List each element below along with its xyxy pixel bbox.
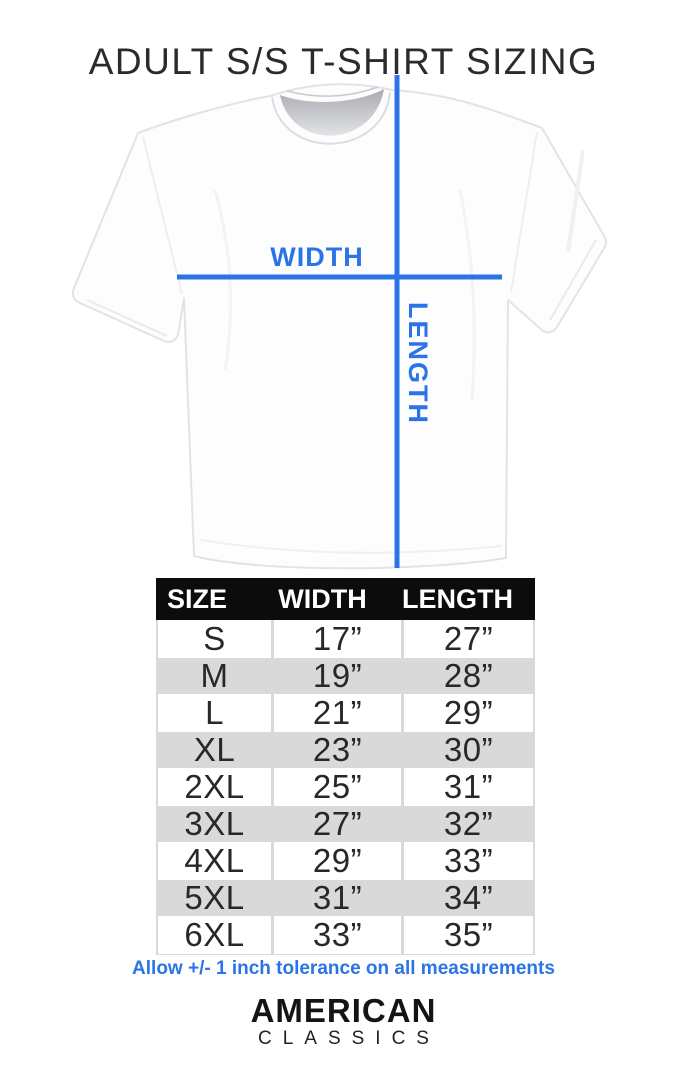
header-width: WIDTH [278,583,367,614]
header-length: LENGTH [402,583,513,614]
table-body [156,620,535,955]
length-cell: 29” [404,694,533,732]
table-row [158,694,533,731]
size-cell: S [158,620,271,658]
table-row [158,620,533,657]
size-cell: 3XL [184,805,245,842]
table-row [158,657,533,694]
table-row [158,842,533,879]
width-cell: 17” [274,620,401,658]
tshirt-illustration [40,70,640,580]
table-header [156,578,535,620]
page-title: ADULT S/S T-SHIRT SIZING [88,40,599,82]
width-cell: 31” [312,879,363,916]
size-cell: 4XL [158,842,271,880]
brand-name: AMERICAN [250,992,437,1029]
width-cell: 19” [312,657,363,694]
size-cell: M [200,657,229,694]
tolerance-note: Allow +/- 1 inch tolerance on all measurements [132,958,555,979]
size-cell: 2XL [158,768,271,806]
length-cell: 28” [443,657,494,694]
width-cell: 29” [274,842,401,880]
size-cell: XL [193,731,236,768]
length-cell: 34” [443,879,494,916]
size-cell: L [158,694,271,732]
width-cell: 33” [274,916,401,954]
table-row [158,731,533,768]
size-table [156,578,535,955]
width-cell: 27” [312,805,363,842]
length-cell: 33” [404,842,533,880]
width-cell: 21” [274,694,401,732]
table-row [158,916,533,953]
length-label: LENGTH [403,302,433,425]
length-cell: 31” [404,768,533,806]
table-row [158,805,533,842]
table-row [158,768,533,805]
table-row [158,879,533,916]
width-label: WIDTH [270,242,364,272]
length-cell: 35” [404,916,533,954]
width-cell: 25” [274,768,401,806]
length-cell: 27” [404,620,533,658]
length-cell: 32” [443,805,494,842]
tshirt-shape [73,84,606,568]
size-cell: 6XL [158,916,271,954]
width-cell: 23” [312,731,363,768]
brand-logo [0,994,687,1050]
header-size: SIZE [167,583,228,614]
brand-subname: CLASSICS [258,1028,440,1049]
tshirt-diagram [40,70,640,580]
length-cell: 30” [443,731,494,768]
size-cell: 5XL [184,879,245,916]
